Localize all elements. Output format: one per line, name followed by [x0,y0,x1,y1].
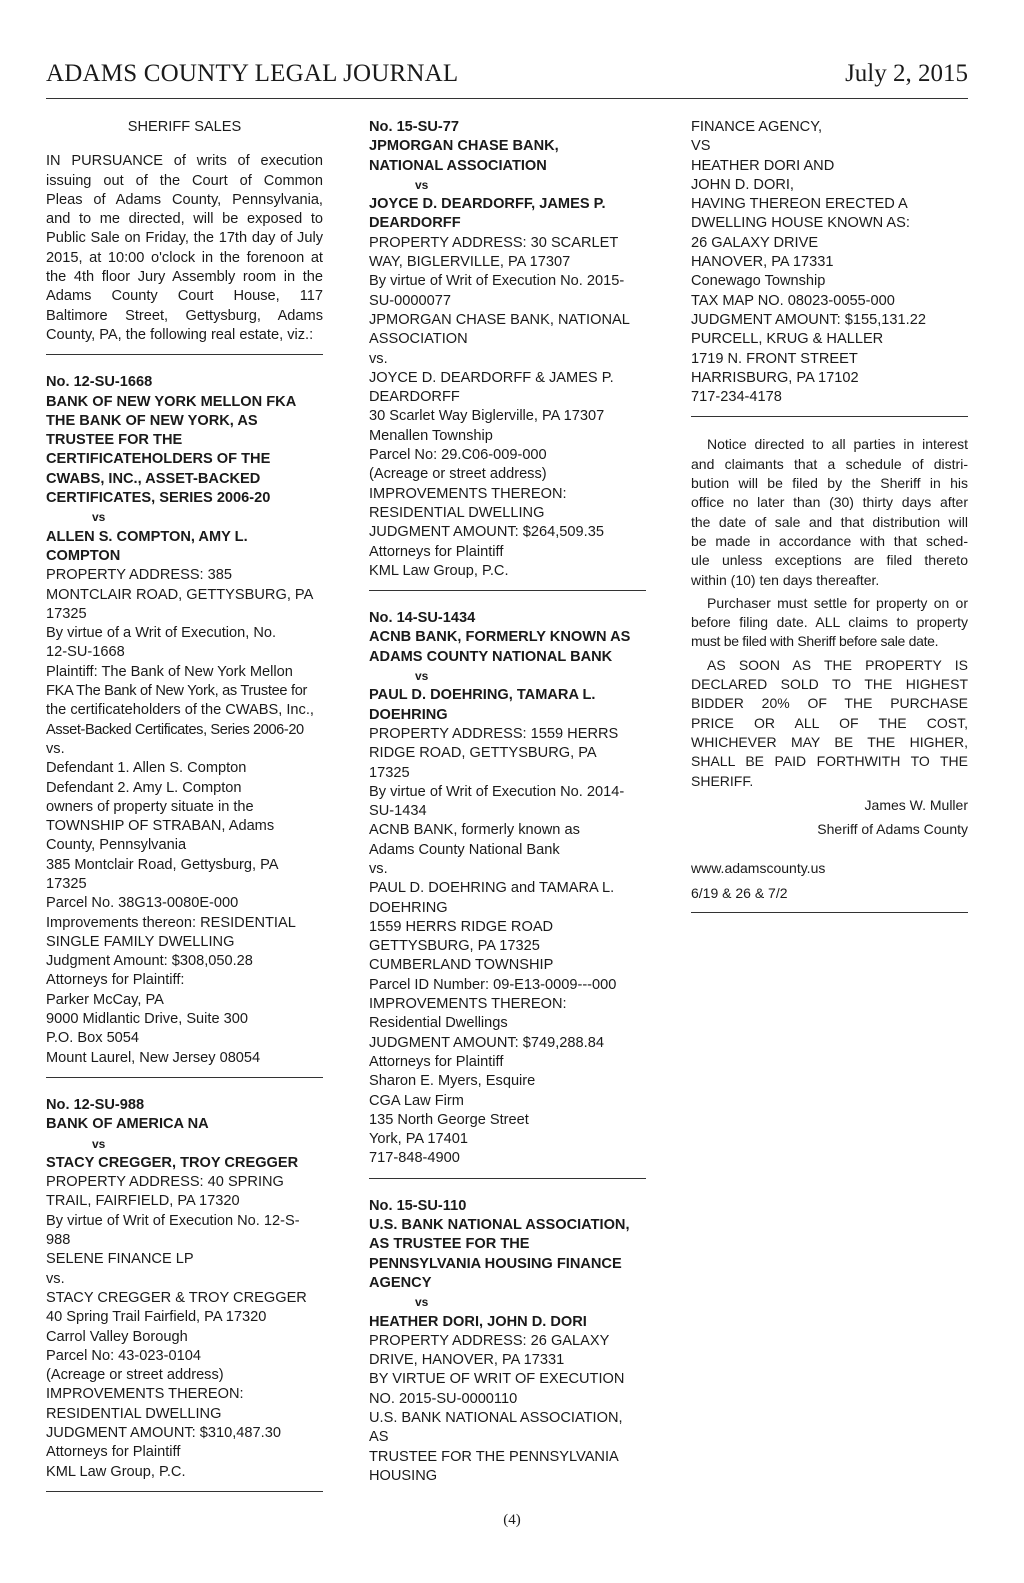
listing-line: DRIVE, HANOVER, PA 17331 [369,1352,565,1369]
section-heading: SHERIFF SALES [127,119,242,135]
listing-line: JUDGMENT AMOUNT: $155,131.22 [691,311,926,328]
listing-line: HOUSING [369,1467,438,1484]
plaintiff-name: PENNSYLVANIA HOUSING FINANCE [369,1255,622,1272]
listing-line: BY VIRTUE OF WRIT OF EXECUTION [369,1371,625,1388]
plaintiff-name: U.S. BANK NATIONAL ASSOCIATION, [369,1217,630,1234]
listing-line: GETTYSBURG, PA 17325 [369,938,540,955]
defendant-name: COMPTON [46,547,121,564]
listing-line: PROPERTY ADDRESS: 40 SPRING [46,1174,284,1191]
notice-line: and claimants that a schedule of distri- [691,455,968,472]
listing-line: STACY CREGGER & TROY CREGGER [46,1289,307,1306]
listing-line: Mount Laurel, New Jersey 08054 [46,1049,261,1066]
listing-line: Adams County National Bank [369,841,560,858]
listing-line: WAY, BIGLERVILLE, PA 17307 [369,254,571,271]
plaintiff-name: JPMORGAN CHASE BANK, [369,138,559,155]
listing-line: Parcel ID Number: 09-E13-0009---000 [369,976,617,993]
notice-line: ule unless exceptions are filed thereto [691,552,968,569]
column-2 [369,118,646,1486]
listing-line: Parcel No: 43-023-0104 [46,1347,201,1364]
listing-line: DWELLING HOUSE KNOWN AS: [691,215,910,232]
listing-line: ASSOCIATION [369,331,468,348]
listing-line: HEATHER DORI AND [691,157,835,174]
intro-line: Baltimore Street, Gettysburg, Adams [46,307,323,324]
listing-line: RESIDENTIAL DWELLING [369,504,545,521]
divider [369,590,646,591]
distribution-notice [691,435,968,903]
plaintiff-name: AS TRUSTEE FOR THE [369,1236,530,1253]
divider [691,912,968,913]
divider [46,1077,323,1078]
listing-line: Menallen Township [369,427,493,444]
sale-listing-15-su-110-continued [691,118,968,407]
divider [46,354,323,355]
divider [46,1491,323,1492]
listing-line: 1719 N. FRONT STREET [691,350,858,367]
versus-label: vs [415,669,429,684]
column-1 [46,118,323,1502]
sale-listing-12-su-1668 [46,373,323,1068]
listing-line: Residential Dwellings [369,1015,508,1032]
divider [691,416,968,417]
case-number: No. 14-SU-1434 [369,610,476,627]
notice-line: office no later than (30) thirty days after [691,494,968,511]
listing-line: By virtue of Writ of Execution No. 2014- [369,783,625,800]
plaintiff-name: NATIONAL ASSOCIATION [369,157,547,174]
listing-line: HAVING THEREON ERECTED A [691,196,908,213]
page-header [46,58,968,99]
plaintiff-name: BANK OF AMERICA NA [46,1116,209,1133]
notice-line: AS SOON AS THE PROPERTY IS [707,656,968,673]
listing-line: Sharon E. Myers, Esquire [369,1073,536,1090]
defendant-name: DOEHRING [369,706,448,723]
listing-line: PROPERTY ADDRESS: 30 SCARLET [369,234,619,251]
intro-paragraph [46,152,323,345]
column-3 [691,118,968,923]
listing-line: the certificateholders of the CWABS, Inc., [46,702,314,719]
listing-line: 17325 [369,764,410,781]
listing-line: NO. 2015-SU-0000110 [369,1390,518,1407]
notice-line: be made in accordance with that sched- [691,532,968,549]
listing-line: 40 Spring Trail Fairfield, PA 17320 [46,1309,267,1326]
listing-line: Asset-Backed Certificates, Series 2006-20 [46,721,304,738]
defendant-name: DEARDORFF [369,215,461,232]
listing-line: JUDGMENT AMOUNT: $264,509.35 [369,524,604,541]
listing-line: HARRISBURG, PA 17102 [691,369,859,386]
listing-line: 30 Scarlet Way Biglerville, PA 17307 [369,408,605,425]
listing-line: TAX MAP NO. 08023-0055-000 [691,292,895,309]
listing-line: AS [369,1429,389,1446]
listing-line: PROPERTY ADDRESS: 385 [46,567,233,584]
versus-label: vs [415,1295,429,1310]
sheriff-title: Sheriff of Adams County [817,821,968,838]
intro-line: County, PA, the following real estate, viz.: [46,326,314,343]
listing-line: Attorneys for Plaintiff: [46,972,185,989]
listing-line: P.O. Box 5054 [46,1030,140,1047]
listing-line: HANOVER, PA 17331 [691,254,834,271]
listing-line: 988 [46,1232,71,1249]
case-number: No. 12-SU-1668 [46,374,153,391]
listing-line: SU-0000077 [369,292,451,309]
county-website: www.adamscounty.us [691,860,826,877]
listing-line: (Acreage or street address) [46,1367,224,1384]
listing-line: Plaintiff: The Bank of New York Mellon [46,663,293,680]
listing-line: By virtue of a Writ of Execution, No. [46,625,277,642]
defendant-name: HEATHER DORI, JOHN D. DORI [369,1313,587,1330]
listing-line: Attorneys for Plaintiff [369,1053,504,1070]
listing-line: Improvements thereon: RESIDENTIAL [46,914,296,931]
plaintiff-name: ADAMS COUNTY NATIONAL BANK [369,648,613,665]
listing-line: IMPROVEMENTS THEREON: [369,996,567,1013]
defendant-name: PAUL D. DOEHRING, TAMARA L. [369,687,596,704]
versus-label: vs [415,177,429,192]
plaintiff-name: CERTIFICATEHOLDERS OF THE [46,451,271,468]
listing-line: RESIDENTIAL DWELLING [46,1405,222,1422]
listing-line: 135 North George Street [369,1111,529,1128]
notice-line: before filing date. ALL claims to property [691,614,968,631]
listing-line: vs. [46,1270,65,1287]
notice-line: Notice directed to all parties in interest [707,436,968,453]
listing-line: 26 GALAXY DRIVE [691,234,819,251]
plaintiff-name: THE BANK OF NEW YORK, AS [46,412,258,429]
listing-line: JUDGMENT AMOUNT: $749,288.84 [369,1034,604,1051]
listing-line: CGA Law Firm [369,1092,464,1109]
notice-line: the date of sale and that distribution will [691,513,968,530]
plaintiff-name: CERTIFICATES, SERIES 2006-20 [46,490,271,507]
listing-line: Parker McCay, PA [46,991,164,1008]
listing-line: Conewago Township [691,273,826,290]
notice-line: SHALL BE PAID FORTHWITH TO THE [691,753,968,770]
intro-line: IN PURSUANCE of writs of execution [46,153,323,170]
intro-line: the 4th floor Jury Assembly room in the [46,269,323,286]
listing-line: Judgment Amount: $308,050.28 [46,953,253,970]
listing-line: 12-SU-1668 [46,644,125,661]
listing-line: KML Law Group, P.C. [46,1463,186,1480]
journal-title: ADAMS COUNTY LEGAL JOURNAL [46,60,459,87]
listing-line: By virtue of Writ of Execution No. 2015- [369,273,625,290]
defendant-name: ALLEN S. COMPTON, AMY L. [46,528,248,545]
listing-line: TRAIL, FAIRFIELD, PA 17320 [46,1193,240,1210]
defendant-name: JOYCE D. DEARDORFF, JAMES P. [369,196,606,213]
listing-line: Parcel No. 38G13-0080E-000 [46,895,239,912]
listing-line: 17325 [46,875,87,892]
listing-line: 9000 Midlantic Drive, Suite 300 [46,1011,248,1028]
listing-line: FINANCE AGENCY, [691,119,823,135]
listing-line: U.S. BANK NATIONAL ASSOCIATION, [369,1410,623,1426]
listing-line: 717-234-4178 [691,389,782,406]
intro-line: Public Sale on Friday, the 17th day of July [46,230,323,247]
sale-listing-14-su-1434 [369,609,646,1169]
listing-line: FKA The Bank of New York, as Trustee for [46,683,308,700]
divider [369,1178,646,1179]
notice-line: SHERIFF. [691,772,754,789]
listing-line: (Acreage or street address) [369,466,547,483]
versus-label: vs [92,510,106,525]
listing-line: DEARDORFF [369,389,460,406]
listing-line: By virtue of Writ of Execution No. 12-S- [46,1212,300,1229]
listing-line: vs. [369,350,388,367]
listing-line: Attorneys for Plaintiff [369,543,504,560]
listing-line: vs. [369,860,388,877]
intro-line: 2015, at 10:00 o'clock in the forenoon at [46,249,323,266]
versus-label: vs [92,1136,106,1151]
listing-line: CUMBERLAND TOWNSHIP [369,957,554,974]
listing-line: IMPROVEMENTS THEREON: [46,1386,244,1403]
sale-listing-12-su-988 [46,1096,323,1482]
listing-line: Carrol Valley Borough [46,1328,188,1345]
notice-line: within (10) ten days thereafter. [691,571,880,588]
listing-line: MONTCLAIR ROAD, GETTYSBURG, PA [46,586,314,603]
notice-line: Purchaser must settle for property on or [707,594,968,611]
listing-line: 717-848-4900 [369,1150,460,1167]
listing-line: JOYCE D. DEARDORFF & JAMES P. [369,369,614,386]
notice-line: WHICHEVER MAY BE THE HIGHER, [691,733,968,750]
listing-line: IMPROVEMENTS THEREON: [369,485,567,502]
plaintiff-name: ACNB BANK, FORMERLY KNOWN AS [369,629,631,646]
notice-line: DECLARED SOLD TO THE HIGHEST [691,676,968,693]
listing-line: PAUL D. DOEHRING and TAMARA L. [369,880,615,897]
listing-line: Attorneys for Plaintiff [46,1444,181,1461]
listing-line: Defendant 2. Amy L. Compton [46,779,242,796]
case-number: No. 15-SU-77 [369,119,460,135]
sale-listing-15-su-77 [369,118,646,581]
listing-line: SU-1434 [369,803,427,820]
listing-line: York, PA 17401 [369,1131,468,1148]
listing-line: KML Law Group, P.C. [369,562,509,579]
listing-line: ACNB BANK, formerly known as [369,822,580,839]
plaintiff-name: AGENCY [369,1274,432,1291]
listing-line: Parcel No: 29.C06-009-000 [369,447,547,464]
listing-line: County, Pennsylvania [46,837,187,854]
intro-line: and to me directed, will be exposed to [46,211,323,228]
intro-line: Adams County Court House, 117 [46,288,323,305]
listing-line: JUDGMENT AMOUNT: $310,487.30 [46,1425,281,1441]
listing-line: vs. [46,740,65,757]
plaintiff-name: BANK OF NEW YORK MELLON FKA [46,393,297,410]
notice-line: PRICE OR ALL OF THE COST, [691,714,968,731]
plaintiff-name: CWABS, INC., ASSET-BACKED [46,470,261,487]
listing-line: 1559 HERRS RIDGE ROAD [369,918,554,935]
plaintiff-name: TRUSTEE FOR THE [46,432,183,449]
listing-line: RIDGE ROAD, GETTYSBURG, PA [369,745,597,762]
intro-line: Pleas of Adams County, Pennsylvania, [46,191,323,208]
sheriff-signature: James W. Muller [864,796,968,813]
listing-line: 385 Montclair Road, Gettysburg, PA [46,856,279,873]
case-number: No. 15-SU-110 [369,1197,467,1214]
notice-line: bution will be filed by the Sheriff in his [691,475,968,492]
intro-line: issuing out of the Court of Common [46,172,323,189]
sale-listing-15-su-110 [369,1197,646,1486]
page-number: (4) [503,1512,521,1528]
listing-line: PROPERTY ADDRESS: 1559 HERRS [369,725,619,742]
listing-line: TOWNSHIP OF STRABAN, Adams [46,818,275,835]
issue-date: July 2, 2015 [845,60,968,87]
listing-line: SELENE FINANCE LP [46,1251,194,1268]
defendant-name: STACY CREGGER, TROY CREGGER [46,1154,299,1171]
listing-line: JOHN D. DORI, [691,176,794,193]
listing-line: DOEHRING [369,899,448,916]
listing-line: 17325 [46,605,87,622]
listing-line: SINGLE FAMILY DWELLING [46,933,235,950]
listing-line: TRUSTEE FOR THE PENNSYLVANIA [369,1448,619,1465]
listing-line: Defendant 1. Allen S. Compton [46,760,247,777]
listing-line: VS [691,138,711,155]
listing-line: JPMORGAN CHASE BANK, NATIONAL [369,311,630,328]
listing-line: owners of property situate in the [46,798,254,815]
listing-line: PROPERTY ADDRESS: 26 GALAXY [369,1332,610,1349]
case-number: No. 12-SU-988 [46,1096,145,1113]
notice-line: BIDDER 20% OF THE PURCHASE [691,695,968,712]
publication-dates: 6/19 & 26 & 7/2 [691,884,788,901]
notice-line: must be filed with Sheriff before sale date. [691,633,939,650]
listing-line: PURCELL, KRUG & HALLER [691,331,884,348]
